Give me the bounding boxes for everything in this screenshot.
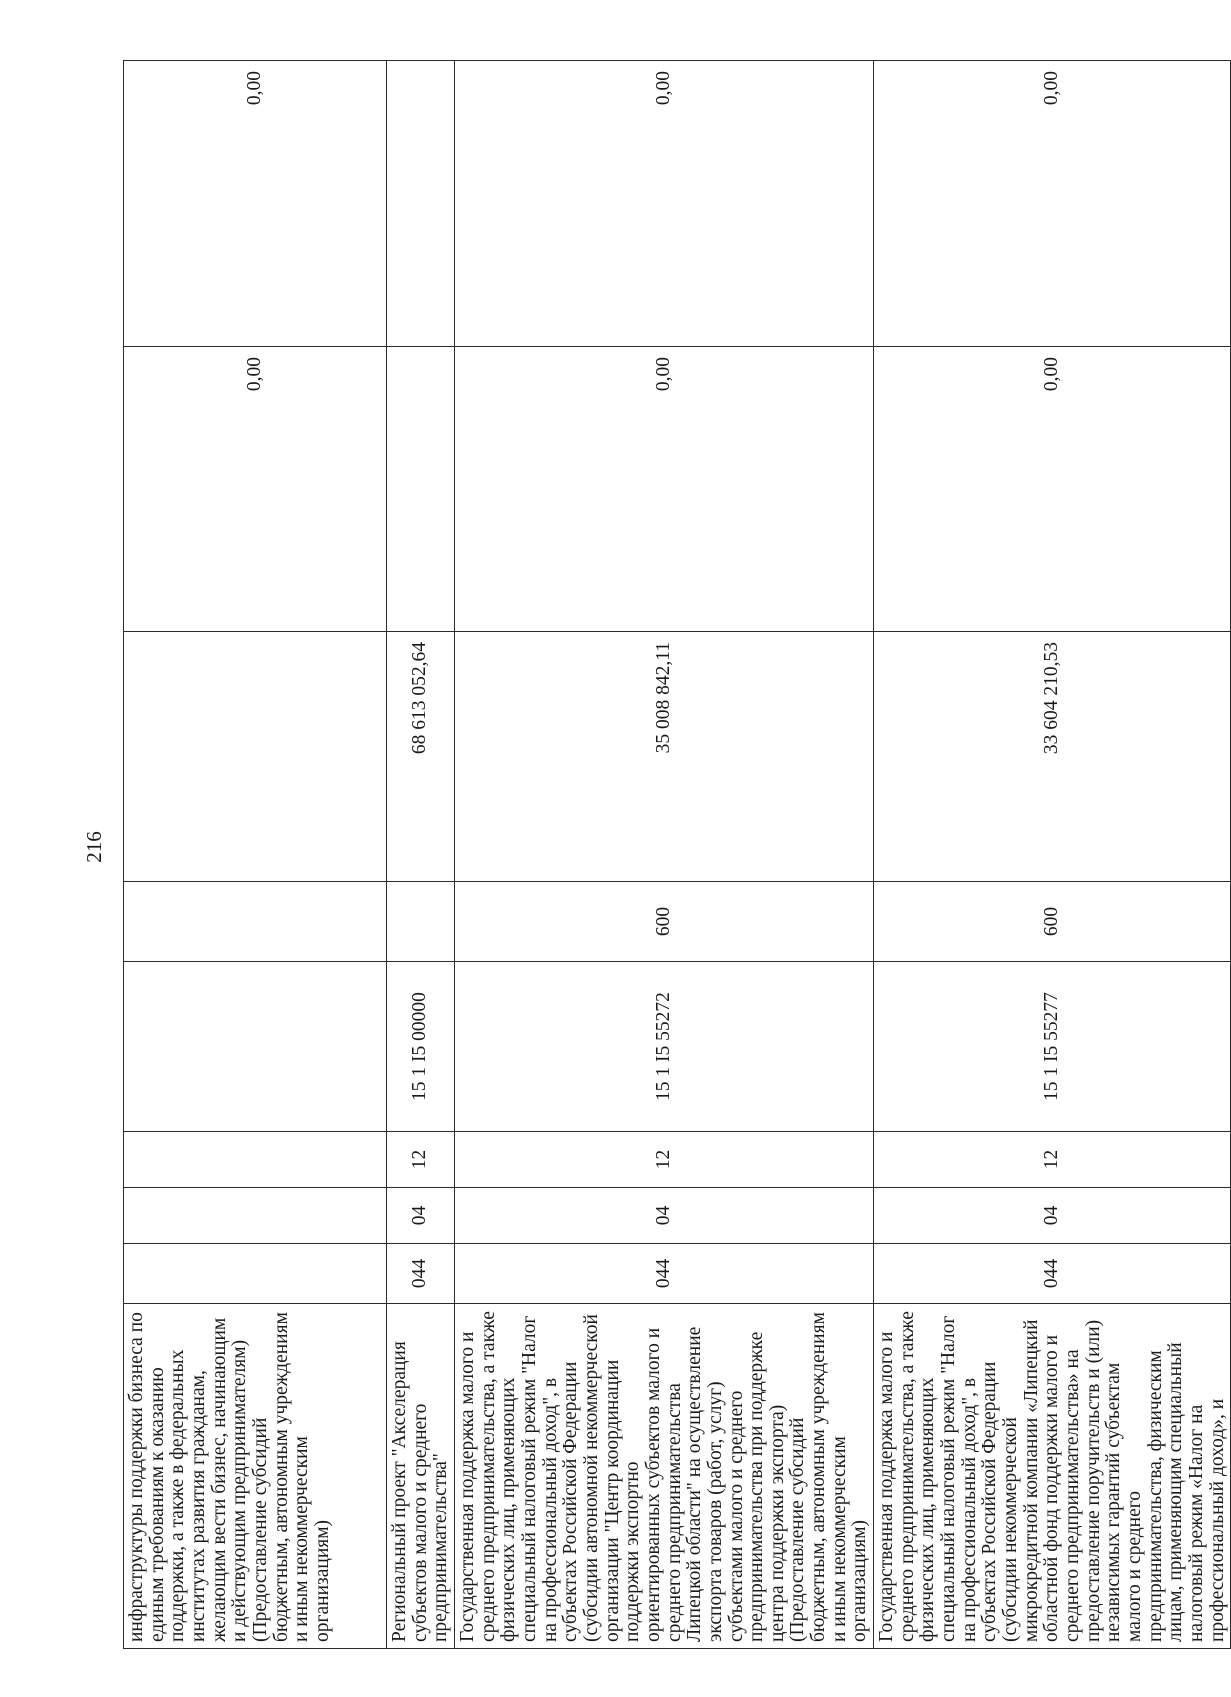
table-row [874, 61, 1231, 1649]
amount-year-2: 0,00 [454, 347, 873, 632]
amount-year-2: 0,00 [124, 347, 387, 632]
amount-year-1: 68 613 052,64 [387, 632, 455, 882]
amount-year-3: 0,00 [124, 61, 387, 347]
table-row [454, 61, 873, 1649]
amount-year-3: 0,00 [874, 61, 1231, 347]
expense-type-code [124, 882, 387, 962]
amount-year-3: 0,00 [454, 61, 873, 347]
subsection-code: 12 [454, 1132, 873, 1188]
page-number: 216 [82, 831, 106, 863]
target-article-code: 15 1 I5 55272 [454, 962, 873, 1132]
row-description: Региональный проект "Акселерация субъектов малого и среднего предпринимательства" [387, 1304, 455, 1649]
subsection-code: 12 [387, 1132, 455, 1188]
target-article-code [124, 962, 387, 1132]
row-description: Государственная поддержка малого и среднего предпринимательства, а также физических лиц, применяющих специальный налоговый режим "Налог на профессиональный доход", в субъектах Российской Федерации (субсидии некоммерческой микрокредитной компании «Липецкий областной фонд поддержки малого и среднего предпринимательства» на предоставление поручительств и (или) независимых гарантий субъектам малого и среднего предпринимательства, физическим лицам, применяющим специальный налоговый режим «Налог на профессиональный доход», и [874, 1304, 1231, 1649]
amount-year-1: 35 008 842,11 [454, 632, 873, 882]
target-article-code: 15 1 I5 55277 [874, 962, 1231, 1132]
section-code: 04 [387, 1188, 455, 1244]
ministry-code: 044 [387, 1244, 455, 1304]
amount-year-3 [387, 61, 455, 347]
table-row [124, 61, 387, 1649]
expense-type-code: 600 [454, 882, 873, 962]
subsection-code: 12 [874, 1132, 1231, 1188]
table-row [387, 61, 455, 1649]
expense-type-code: 600 [874, 882, 1231, 962]
row-description: инфраструктуры поддержки бизнеса по единым требованиям к оказанию поддержки, а также в федеральных институтах развития гражданам, желающим вести бизнес, начинающим и действующим предпринимателям) (Предоставление субсидий бюджетным, автономным учреждениям и иным некоммерческим организациям) [124, 1304, 387, 1649]
ministry-code: 044 [454, 1244, 873, 1304]
ministry-code [124, 1244, 387, 1304]
ministry-code: 044 [874, 1244, 1231, 1304]
amount-year-2: 0,00 [874, 347, 1231, 632]
target-article-code: 15 1 I5 00000 [387, 962, 455, 1132]
amount-year-1 [124, 632, 387, 882]
expense-type-code [387, 882, 455, 962]
amount-year-2 [387, 347, 455, 632]
subsection-code [124, 1132, 387, 1188]
row-description: Государственная поддержка малого и среднего предпринимательства, а также физических лиц, применяющих специальный налоговый режим "Налог на профессиональный доход", в субъектах Российской Федерации (субсидии автономной некоммерческой организации "Центр координации поддержки экспортно ориентированных субъектов малого и среднего предпринимательства Липецкой области" на осуществление экспорта товаров (работ, услуг) субъектами малого и среднего предпринимательства при поддержке центра поддержки экспорта) (Предоставление субсидий бюджетным, автономным учреждениям и иным некоммерческим организациям) [454, 1304, 873, 1649]
amount-year-1: 33 604 210,53 [874, 632, 1231, 882]
section-code [124, 1188, 387, 1244]
budget-table [123, 60, 1231, 1649]
section-code: 04 [874, 1188, 1231, 1244]
section-code: 04 [454, 1188, 873, 1244]
